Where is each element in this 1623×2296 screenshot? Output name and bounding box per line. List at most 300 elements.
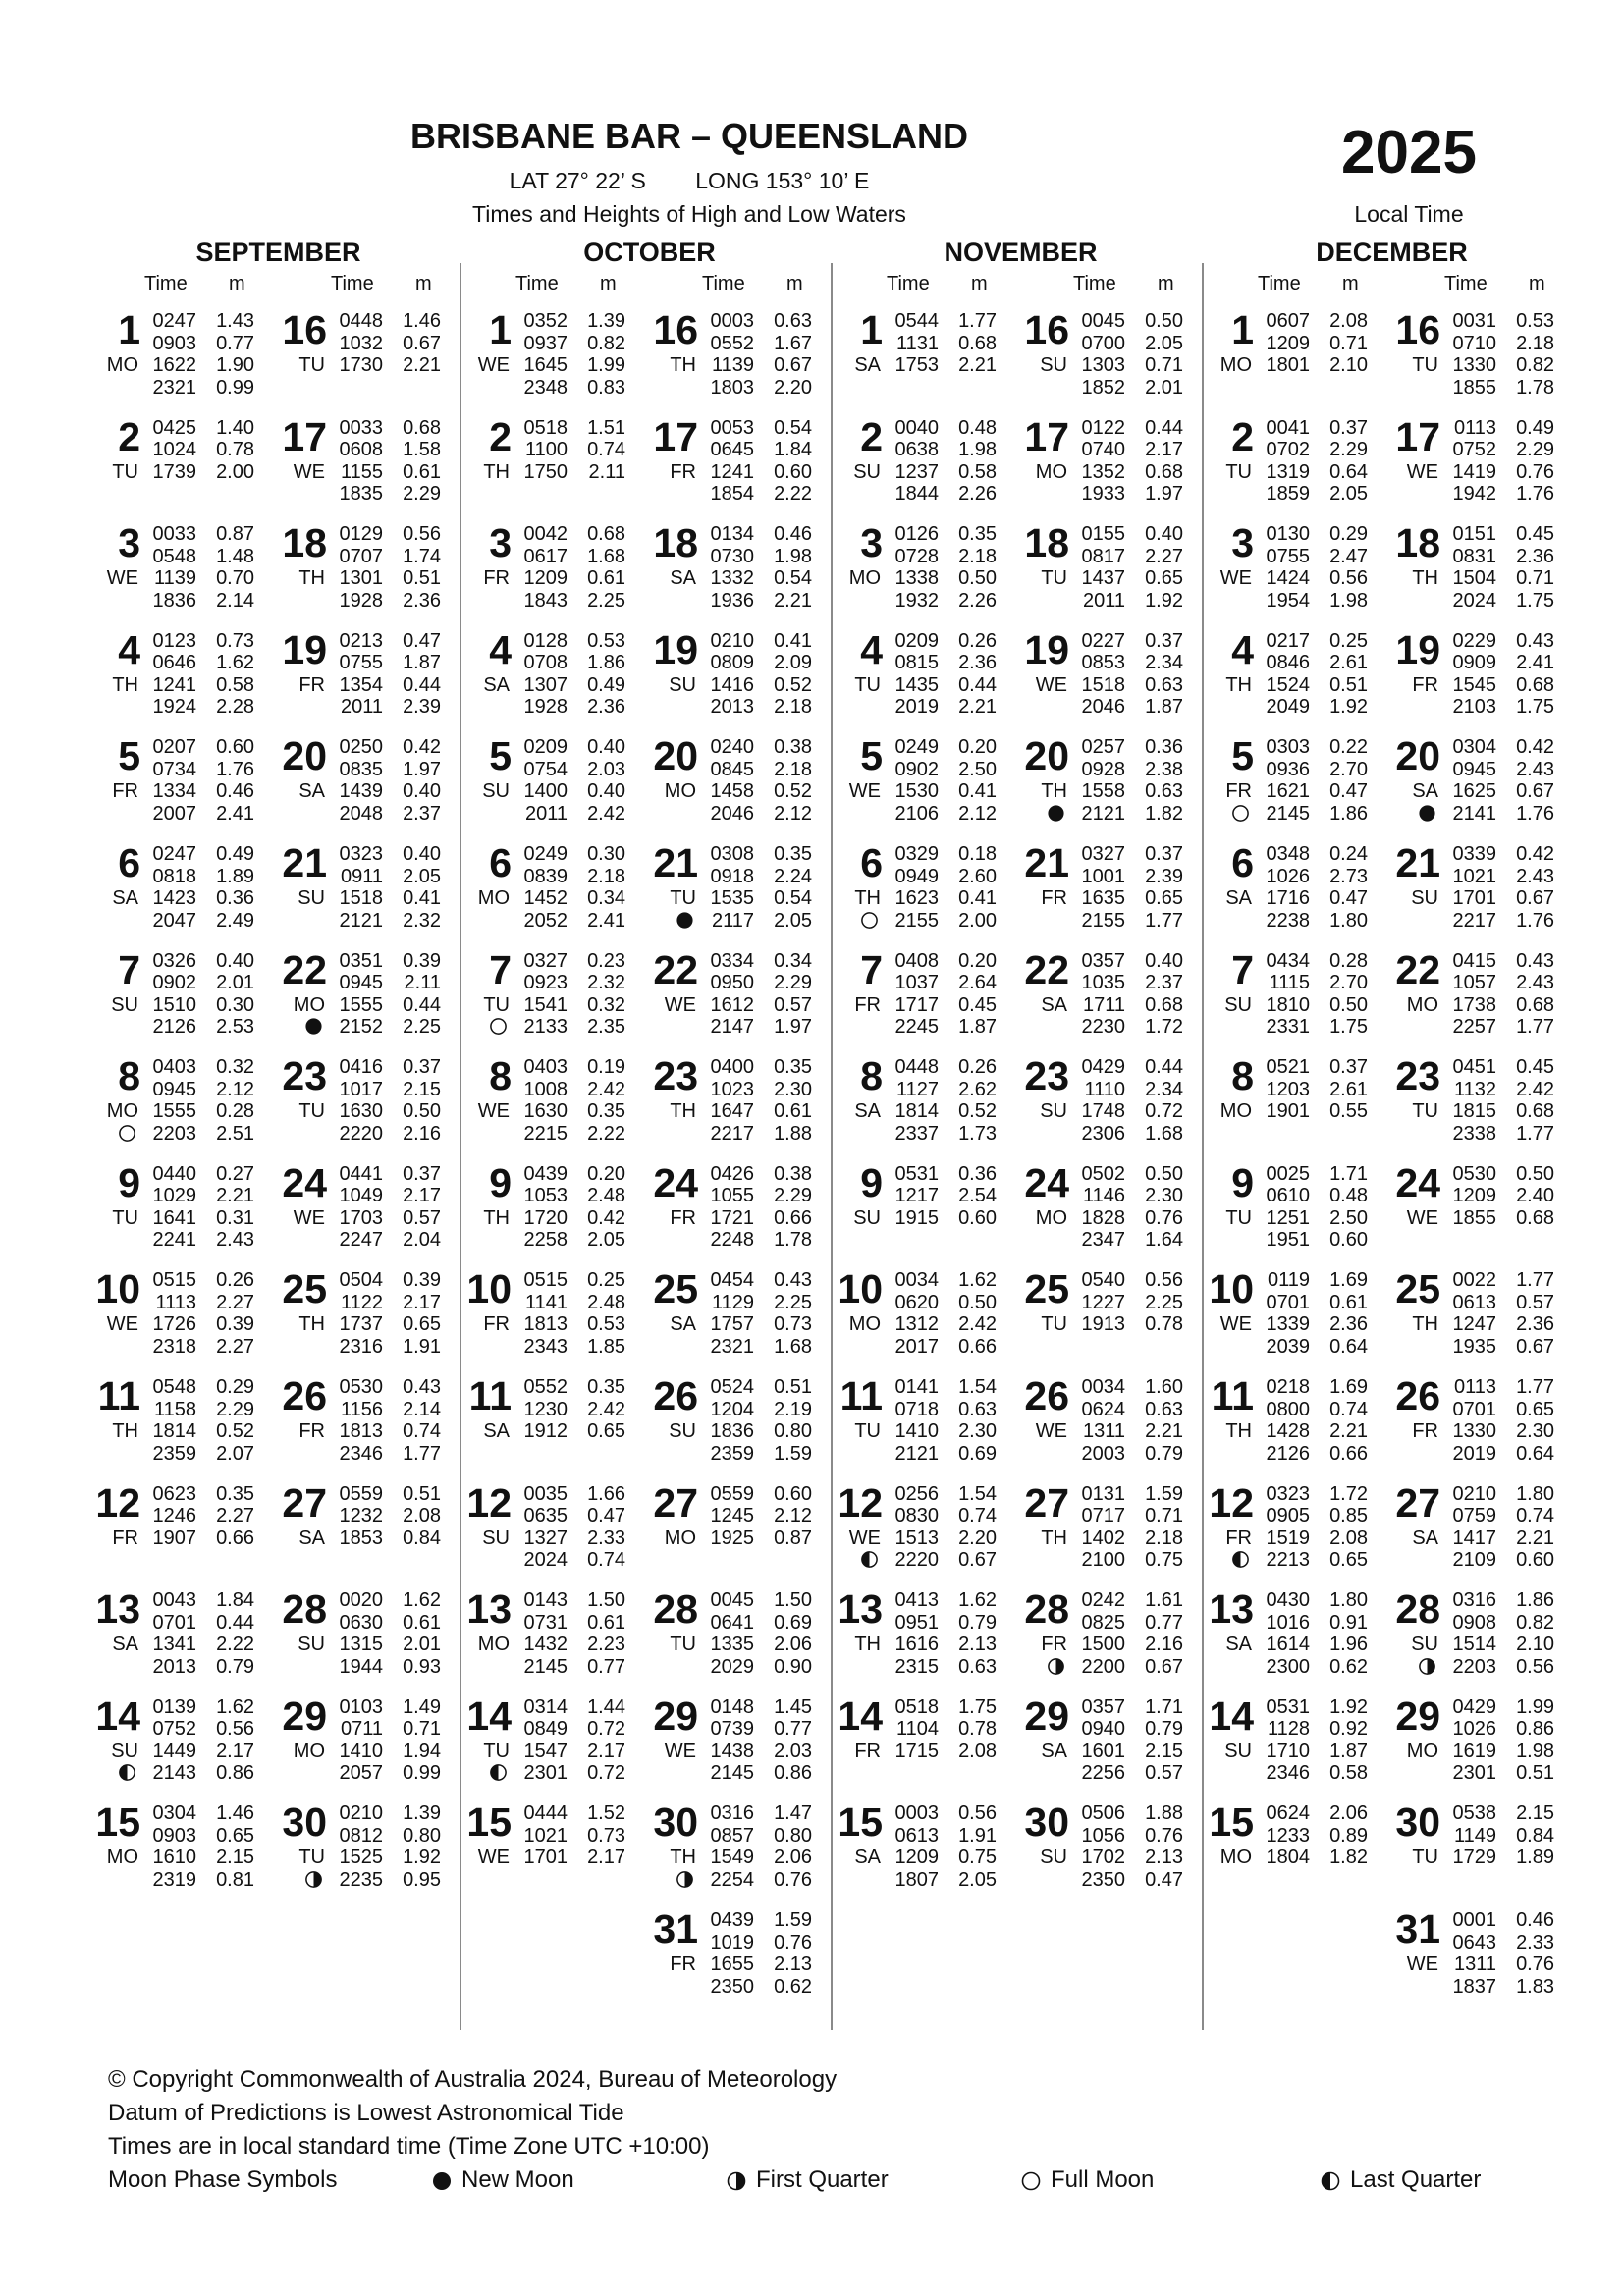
tide-time: 0905	[1266, 1505, 1310, 1527]
tide-height: 2.05	[403, 865, 441, 887]
tide-time: 0334	[710, 949, 754, 972]
weekday: TU	[483, 1739, 510, 1762]
tide-height: 0.68	[1145, 993, 1183, 1016]
tide-height: 0.72	[587, 1762, 625, 1785]
weekday: MO	[477, 1633, 510, 1656]
tide-time: 1610	[152, 1846, 196, 1869]
tide-height: 2.36	[1516, 1313, 1554, 1336]
weekday: TH	[854, 887, 881, 909]
tide-height: 2.30	[958, 1420, 997, 1442]
tide-height: 0.82	[587, 332, 625, 354]
tide-height: 0.45	[1516, 523, 1554, 546]
tide-height: 0.95	[403, 1868, 441, 1891]
weekday: TU	[854, 1420, 881, 1442]
tide-height: 2.11	[404, 972, 441, 994]
tide-height: 2.41	[587, 909, 625, 932]
tide-time: 2121	[894, 1442, 939, 1465]
tide-time: 0339	[1452, 843, 1496, 865]
tide-height: 1.46	[216, 1802, 254, 1825]
tide-height: 2.25	[1145, 1291, 1183, 1313]
tide-height: 0.63	[1145, 1398, 1183, 1420]
tide-height: 1.74	[403, 545, 441, 567]
day-number: 14	[1209, 1692, 1254, 1738]
tide-time: 1647	[710, 1100, 754, 1123]
tide-time: 1241	[710, 460, 754, 483]
tide-height: 2.20	[774, 376, 812, 399]
tide-height: 2.10	[1516, 1633, 1554, 1656]
day-entry	[651, 1908, 834, 2006]
tide-time: 1814	[894, 1100, 939, 1123]
tide-time: 0119	[1267, 1269, 1310, 1292]
tide-time: 1928	[523, 696, 568, 719]
tide-time: 1419	[1452, 460, 1496, 483]
tide-time: 1901	[1266, 1100, 1310, 1123]
tide-height: 0.66	[1329, 1442, 1368, 1465]
day-entry	[464, 413, 647, 514]
tide-time: 2306	[1081, 1122, 1125, 1145]
day-number: 22	[1395, 946, 1440, 992]
tide-time: 2152	[339, 1016, 383, 1039]
tide-time: 1726	[152, 1313, 196, 1336]
tide-time: 1438	[710, 1739, 754, 1762]
day-entry	[836, 1055, 1018, 1153]
tide-time: 1852	[1081, 376, 1125, 399]
day-entry	[1207, 1055, 1389, 1153]
tide-height: 0.66	[774, 1206, 812, 1229]
tide-height: 1.50	[587, 1589, 625, 1612]
tide-time: 0316	[710, 1802, 754, 1825]
day-number: 9	[860, 1159, 883, 1205]
tide-time: 0308	[710, 843, 754, 865]
tide-time: 0815	[894, 652, 939, 674]
day-entry	[836, 309, 1018, 407]
tide-height: 1.94	[403, 1739, 441, 1762]
tide-height: 0.61	[403, 1611, 441, 1633]
tide-time: 1935	[1452, 1335, 1496, 1358]
tide-height: 0.65	[1516, 1398, 1554, 1420]
tide-time: 0518	[894, 1695, 939, 1718]
tide-height: 0.52	[958, 1100, 997, 1123]
tide-height: 0.65	[216, 1824, 254, 1846]
tide-height: 2.15	[1145, 1739, 1183, 1762]
tide-height: 0.47	[1145, 1868, 1183, 1891]
day-entry	[1022, 1375, 1205, 1473]
weekday: MO	[293, 1739, 325, 1762]
tide-time: 0451	[1452, 1056, 1496, 1079]
tide-time: 2350	[710, 1975, 754, 1998]
day-number: 8	[860, 1053, 883, 1099]
tide-height: 0.26	[958, 629, 997, 652]
tide-height: 2.23	[587, 1633, 625, 1656]
day-entry	[1393, 735, 1576, 833]
coordinates	[385, 168, 994, 194]
tide-time: 1458	[710, 780, 754, 803]
tide-height: 1.69	[1329, 1376, 1368, 1398]
tide-time: 0937	[523, 332, 568, 354]
day-number: 19	[1024, 626, 1069, 672]
tide-height: 0.69	[958, 1442, 997, 1465]
tide-time: 0506	[1081, 1802, 1125, 1825]
day-number: 7	[1231, 946, 1254, 992]
tide-time: 1330	[1452, 1420, 1496, 1442]
day-number: 16	[653, 307, 698, 352]
tide-height: 0.67	[1145, 1655, 1183, 1678]
day-entry	[651, 1375, 834, 1473]
weekday: MO	[848, 1313, 881, 1336]
day-entry	[1393, 522, 1576, 620]
weekday: TH	[112, 673, 138, 696]
tide-height: 2.36	[403, 589, 441, 612]
tide-time: 1035	[1081, 972, 1125, 994]
day-entry	[1022, 1801, 1205, 1899]
tide-time: 0552	[710, 332, 754, 354]
day-entry	[93, 1479, 276, 1580]
tide-time: 1230	[523, 1398, 568, 1420]
day-number: 24	[1395, 1159, 1440, 1205]
tide-time: 0717	[1081, 1505, 1125, 1527]
weekday: SA	[1412, 1526, 1438, 1549]
tide-height: 2.48	[587, 1185, 625, 1207]
day-number: 25	[653, 1266, 698, 1312]
time-column-header: Time	[702, 273, 745, 294]
day-entry	[464, 735, 647, 833]
tide-height: 0.68	[1516, 1100, 1554, 1123]
tide-height: 0.50	[958, 1291, 997, 1313]
tide-height: 1.45	[774, 1695, 812, 1718]
tide-height: 2.42	[958, 1313, 997, 1336]
tide-time: 1859	[1266, 483, 1310, 506]
new-moon-icon	[432, 2171, 452, 2191]
tide-time: 1023	[710, 1078, 754, 1100]
tide-time: 1853	[339, 1526, 383, 1549]
day-number: 29	[653, 1692, 698, 1738]
day-entry	[1393, 1908, 1576, 2006]
tide-time: 0123	[152, 629, 196, 652]
tide-height: 0.76	[1516, 460, 1554, 483]
day-number: 16	[282, 307, 327, 352]
day-entry	[1022, 1588, 1205, 1686]
tide-height: 1.48	[216, 545, 254, 567]
day-number: 6	[118, 840, 140, 885]
day-entry	[651, 309, 834, 407]
day-entry	[1393, 1588, 1576, 1686]
tide-time: 1729	[1452, 1846, 1496, 1869]
tide-height: 1.72	[1329, 1482, 1368, 1505]
tide-height: 1.88	[774, 1122, 812, 1145]
tide-time: 2301	[1452, 1762, 1496, 1785]
tide-time: 1001	[1081, 865, 1125, 887]
day-entry	[93, 522, 276, 620]
day-entry	[836, 1588, 1018, 1686]
tide-height: 0.53	[587, 629, 625, 652]
tide-time: 1635	[1081, 887, 1125, 909]
tide-height: 0.67	[1516, 780, 1554, 803]
tide-time: 1132	[1453, 1078, 1496, 1100]
day-entry	[1207, 1479, 1389, 1580]
weekday: TH	[670, 1100, 696, 1123]
day-number: 8	[1231, 1053, 1254, 1099]
tide-height: 2.06	[1329, 1802, 1368, 1825]
tide-height: 0.44	[1145, 416, 1183, 439]
weekday: FR	[854, 1739, 881, 1762]
day-number: 23	[653, 1053, 698, 1099]
tide-height: 1.82	[1329, 1846, 1368, 1869]
tide-height: 2.43	[1516, 972, 1554, 994]
tide-height: 0.31	[216, 1206, 254, 1229]
tide-height: 0.75	[1145, 1549, 1183, 1572]
tide-time: 0623	[152, 1482, 196, 1505]
weekday: SA	[854, 1100, 881, 1123]
tide-height: 0.78	[216, 439, 254, 461]
tide-time: 0439	[523, 1162, 568, 1185]
tide-time: 0502	[1081, 1162, 1125, 1185]
tide-height: 1.89	[216, 865, 254, 887]
tide-height: 1.46	[403, 310, 441, 332]
tide-time: 0250	[339, 736, 383, 759]
weekday: SA	[854, 354, 881, 376]
tide-height: 0.49	[216, 843, 254, 865]
day-number: 8	[489, 1053, 512, 1099]
weekday: TH	[854, 1633, 881, 1656]
tide-height: 1.82	[1145, 802, 1183, 825]
tide-time: 0544	[894, 310, 939, 332]
tide-height: 2.61	[1329, 1078, 1368, 1100]
tide-height: 1.86	[1516, 1589, 1554, 1612]
tide-height: 0.63	[1145, 673, 1183, 696]
tide-height: 1.87	[1145, 696, 1183, 719]
tide-height: 2.12	[774, 1505, 812, 1527]
full-moon-icon	[860, 911, 879, 930]
day-entry	[464, 842, 647, 940]
tide-height: 0.35	[587, 1100, 625, 1123]
tide-height: 1.59	[774, 1442, 812, 1465]
tide-height: 0.99	[403, 1762, 441, 1785]
tide-time: 2011	[524, 802, 568, 825]
day-entry	[280, 1801, 462, 1899]
tide-height: 2.08	[1329, 310, 1368, 332]
tide-time: 0143	[523, 1589, 568, 1612]
tide-height: 2.14	[403, 1398, 441, 1420]
tide-time: 0630	[339, 1611, 383, 1633]
tide-time: 1127	[895, 1078, 939, 1100]
day-entry	[1207, 1375, 1389, 1473]
day-entry	[1022, 1692, 1205, 1793]
day-number: 3	[489, 520, 512, 566]
tide-time: 2318	[152, 1335, 196, 1358]
tide-time: 1315	[339, 1633, 383, 1656]
tide-time: 1251	[1266, 1206, 1310, 1229]
tide-height: 1.67	[774, 332, 812, 354]
day-entry	[464, 1159, 647, 1260]
tide-time: 1810	[1266, 993, 1310, 1016]
new-moon-icon	[1418, 804, 1436, 823]
day-entry	[1393, 309, 1576, 407]
tide-time: 0728	[894, 545, 939, 567]
tide-height: 2.43	[216, 1229, 254, 1252]
tide-time: 2348	[523, 376, 568, 399]
tide-height: 0.39	[403, 949, 441, 972]
tide-height: 0.56	[1145, 1269, 1183, 1292]
tide-time: 0515	[523, 1269, 568, 1292]
tide-time: 0425	[152, 416, 196, 439]
tide-time: 0531	[1266, 1695, 1310, 1718]
tide-time: 1813	[523, 1313, 568, 1336]
tide-time: 0213	[339, 629, 383, 652]
day-entry	[1022, 1159, 1205, 1260]
tide-time: 1549	[710, 1846, 754, 1869]
day-number: 21	[1024, 840, 1069, 885]
tide-time: 1836	[152, 589, 196, 612]
tide-time: 0303	[1266, 736, 1310, 759]
tide-height: 1.86	[587, 652, 625, 674]
day-entry	[836, 1692, 1018, 1793]
tide-time: 0327	[523, 949, 568, 972]
tide-time: 1017	[339, 1078, 383, 1100]
tide-time: 0403	[152, 1056, 196, 1079]
tide-time: 0207	[152, 736, 196, 759]
tide-time: 0444	[523, 1802, 568, 1825]
tide-height: 2.01	[216, 972, 254, 994]
day-number: 22	[1024, 946, 1069, 992]
day-entry	[651, 413, 834, 514]
tide-time: 0217	[1266, 629, 1310, 652]
tide-time: 0003	[710, 310, 754, 332]
first-moon-icon	[1418, 1657, 1436, 1676]
tide-time: 1807	[894, 1868, 939, 1891]
day-number: 29	[282, 1692, 327, 1738]
tide-time: 0434	[1266, 949, 1310, 972]
tide-height: 0.85	[1329, 1505, 1368, 1527]
tide-height: 2.21	[216, 1185, 254, 1207]
tide-height: 0.64	[1329, 460, 1368, 483]
tide-time: 1753	[894, 354, 939, 376]
tide-height: 2.18	[1145, 1526, 1183, 1549]
tide-height: 0.87	[216, 523, 254, 546]
tide-height: 0.40	[403, 780, 441, 803]
day-number: 15	[838, 1799, 883, 1845]
tide-time: 1209	[1452, 1185, 1496, 1207]
weekday: FR	[670, 1953, 696, 1975]
tide-time: 0448	[894, 1056, 939, 1079]
tide-height: 2.21	[958, 696, 997, 719]
tide-time: 0348	[1266, 843, 1310, 865]
weekday: FR	[298, 673, 325, 696]
weekday: WE	[477, 1100, 510, 1123]
tide-height: 2.26	[958, 483, 997, 506]
tide-height: 0.61	[403, 460, 441, 483]
weekday: TU	[854, 673, 881, 696]
tide-height: 2.29	[403, 483, 441, 506]
tide-height: 0.79	[216, 1655, 254, 1678]
tide-height: 0.20	[958, 949, 997, 972]
day-number: 19	[282, 626, 327, 672]
weekday: WE	[1406, 1206, 1438, 1229]
legend-label: Moon Phase Symbols	[108, 2166, 338, 2193]
day-number: 23	[282, 1053, 327, 1099]
tide-time: 0429	[1081, 1056, 1125, 1079]
tide-time: 1104	[895, 1718, 939, 1740]
tide-time: 2145	[710, 1762, 754, 1785]
tide-time: 2017	[894, 1335, 939, 1358]
tide-height: 0.38	[774, 1162, 812, 1185]
tide-height: 2.70	[1329, 972, 1368, 994]
tide-height: 0.58	[1329, 1762, 1368, 1785]
tide-height: 0.67	[403, 332, 441, 354]
tide-time: 2215	[523, 1122, 568, 1145]
tide-time: 1621	[1266, 780, 1310, 803]
day-number: 10	[95, 1266, 140, 1312]
tide-time: 1301	[339, 567, 383, 590]
tide-time: 0638	[894, 439, 939, 461]
tide-height: 0.35	[587, 1376, 625, 1398]
tide-time: 0540	[1081, 1269, 1125, 1292]
tide-time: 0831	[1452, 545, 1496, 567]
time-column-header: Time	[1073, 273, 1116, 294]
tide-time: 1701	[523, 1846, 568, 1869]
day-number: 27	[653, 1479, 698, 1525]
tide-height: 0.42	[1516, 843, 1554, 865]
tide-time: 1332	[710, 567, 754, 590]
tide-time: 1341	[152, 1633, 196, 1656]
longitude: LONG 153° 10’ E	[695, 168, 870, 193]
tide-time: 0323	[1266, 1482, 1310, 1505]
day-entry	[464, 1588, 647, 1686]
tide-height: 2.50	[958, 758, 997, 780]
tide-height: 0.76	[774, 1931, 812, 1953]
tide-height: 0.68	[1516, 1206, 1554, 1229]
day-number: 2	[1231, 413, 1254, 459]
weekday: FR	[1041, 887, 1067, 909]
tide-time: 0950	[710, 972, 754, 994]
tide-height: 1.64	[1145, 1229, 1183, 1252]
tide-time: 1510	[152, 993, 196, 1016]
tide-time: 2141	[1452, 802, 1496, 825]
tide-height: 2.30	[1516, 1420, 1554, 1442]
tide-height: 0.68	[1516, 993, 1554, 1016]
tide-time: 1625	[1452, 780, 1496, 803]
weekday: SA	[670, 1313, 696, 1336]
tide-height: 1.66	[587, 1482, 625, 1505]
tide-time: 0635	[523, 1505, 568, 1527]
weekday: TU	[670, 887, 696, 909]
tide-height: 0.51	[403, 567, 441, 590]
day-entry	[1022, 309, 1205, 407]
day-number: 28	[1024, 1586, 1069, 1632]
tide-height: 0.40	[403, 843, 441, 865]
day-number: 30	[282, 1799, 327, 1845]
day-number: 21	[282, 840, 327, 885]
month-title: NOVEMBER	[944, 238, 1098, 267]
weekday: SU	[482, 780, 510, 803]
tide-time: 2315	[894, 1655, 939, 1678]
tide-time: 1535	[710, 887, 754, 909]
tide-time: 2011	[1082, 589, 1125, 612]
tide-height: 1.98	[958, 439, 997, 461]
tide-time: 1307	[523, 673, 568, 696]
tide-height: 0.67	[1516, 887, 1554, 909]
tide-time: 1311	[1453, 1953, 1496, 1975]
weekday: SU	[853, 1206, 881, 1229]
day-entry	[280, 1692, 462, 1793]
tide-time: 1932	[894, 589, 939, 612]
tide-height: 1.98	[1329, 589, 1368, 612]
tide-time: 2217	[1452, 909, 1496, 932]
height-column-header: m	[971, 273, 988, 294]
day-number: 12	[838, 1479, 883, 1525]
tide-height: 1.60	[1145, 1376, 1183, 1398]
day-number: 27	[1395, 1479, 1440, 1525]
weekday: WE	[1219, 567, 1252, 590]
